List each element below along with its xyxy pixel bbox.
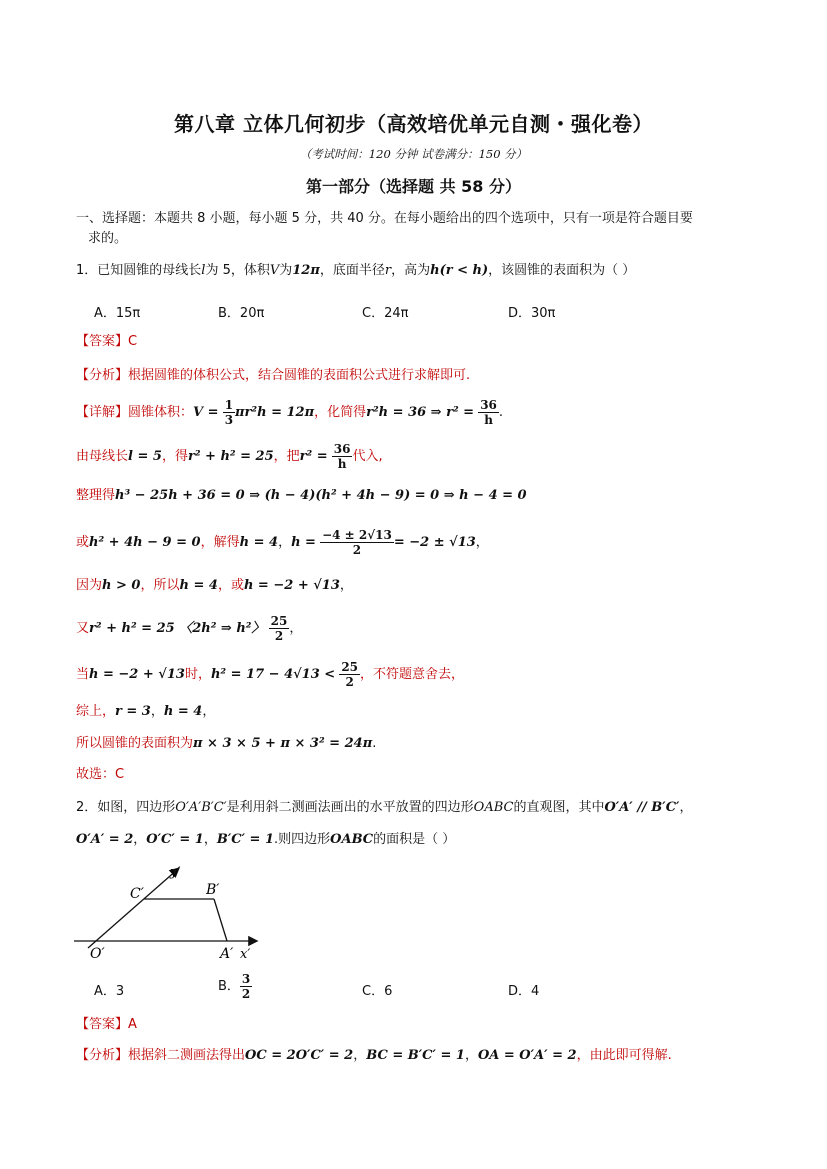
- q1-detail-line-8: 综上，r = 3，h = 4，: [76, 704, 216, 719]
- q2-option-a: A．3: [94, 984, 125, 999]
- q2-answer: 【答案】A: [76, 1017, 137, 1032]
- label-c: C′: [130, 886, 144, 902]
- segment-ba: [214, 899, 227, 941]
- label-x: x′: [240, 947, 251, 962]
- q1-option-a: A．15π: [94, 306, 141, 321]
- y-axis: [88, 869, 178, 948]
- q2-figure: [74, 858, 274, 972]
- oblique-projection-diagram: [74, 858, 274, 968]
- label-y: y′: [170, 865, 181, 880]
- q1-detail-line-5: 因为h > 0，所以h = 4，或h = −2 + √13，: [76, 578, 353, 593]
- q1-option-c: C．24π: [362, 306, 409, 321]
- label-a: A′: [220, 946, 234, 962]
- label-b: B′: [206, 882, 220, 898]
- q1-option-b: B．20π: [218, 306, 265, 321]
- q2-option-b: B． $\frac{3}{2}$: [218, 972, 251, 1001]
- q2-stem: 2．如图，四边形O′A′B′C′是利用斜二测画法画出的水平放置的四边形OABC的直观图，其中O′A′ // B′C′，: [76, 800, 693, 815]
- q1-detail-line-4: 或h² + 4h − 9 = 0，解得h = 4，h = $\frac{-4 \pm 2√13}{2}$ = −2 ± √13，: [76, 528, 489, 557]
- chapter-title: 第八章 立体几何初步（高效培优单元自测・强化卷）: [174, 112, 653, 136]
- q2-analysis: 【分析】根据斜二测画法得出OC = 2O′C′ = 2，BC = B′C′ = 1，OA = O′A′ = 2，由此即可得解.: [76, 1048, 672, 1063]
- q1-detail-line-7: 当h = −2 + √13时，h² = 17 − 4√13 < $\frac{25}{2}$ ，不符题意舍去，: [76, 660, 465, 689]
- section-instruction: 一、选择题：本题共 8 小题，每小题 5 分，共 40 分。在每小题给出的四个选项中，只有一项是符合题目要: [76, 211, 693, 226]
- q1-detail-line-2: 由母线长l = 5，得r² + h² = 25，把r² = $\frac{36}{h}$ 代入,: [76, 442, 383, 471]
- part-heading: 第一部分（选择题 共 58 分）: [306, 177, 521, 196]
- q1-detail-line-6: 又r² + h² = 25 〈2h² ⇒ h²〉 $\frac{25}{2}$ ，: [76, 614, 303, 643]
- q1-answer: 【答案】C: [76, 334, 138, 349]
- q1-detail-line-1: 【详解】圆锥体积：V = $\frac{1}{3}$ πr²h = 12π，化简得r²h = 36 ⇒ r² = $\frac{36}{h}$ .: [76, 398, 504, 427]
- q1-option-d: D．30π: [508, 306, 556, 321]
- q2-option-d: D．4: [508, 984, 540, 999]
- q1-stem: 1．已知圆锥的母线长l为 5，体积V为12π，底面半径r，高为h(r < h)，该圆锥的表面积为（ ）: [76, 263, 636, 278]
- q2-stem-cont: O′A′ = 2，O′C′ = 1，B′C′ = 1.则四边形OABC的面积是（ ）: [76, 832, 456, 847]
- label-o: O′: [90, 946, 105, 962]
- q1-analysis: 【分析】根据圆锥的体积公式，结合圆锥的表面积公式进行求解即可.: [76, 368, 471, 383]
- q1-choice: 故选：C: [76, 767, 125, 782]
- exam-info: （考试时间：120 分钟 试卷满分：150 分）: [299, 147, 528, 161]
- section-instruction-cont: 求的。: [88, 231, 128, 246]
- q1-detail-line-9: 所以圆锥的表面积为π × 3 × 5 + π × 3² = 24π.: [76, 736, 377, 751]
- q2-option-c: C．6: [362, 984, 393, 999]
- q1-detail-line-3: 整理得h³ − 25h + 36 = 0 ⇒ (h − 4)(h² + 4h − 9) = 0 ⇒ h − 4 = 0: [76, 488, 527, 503]
